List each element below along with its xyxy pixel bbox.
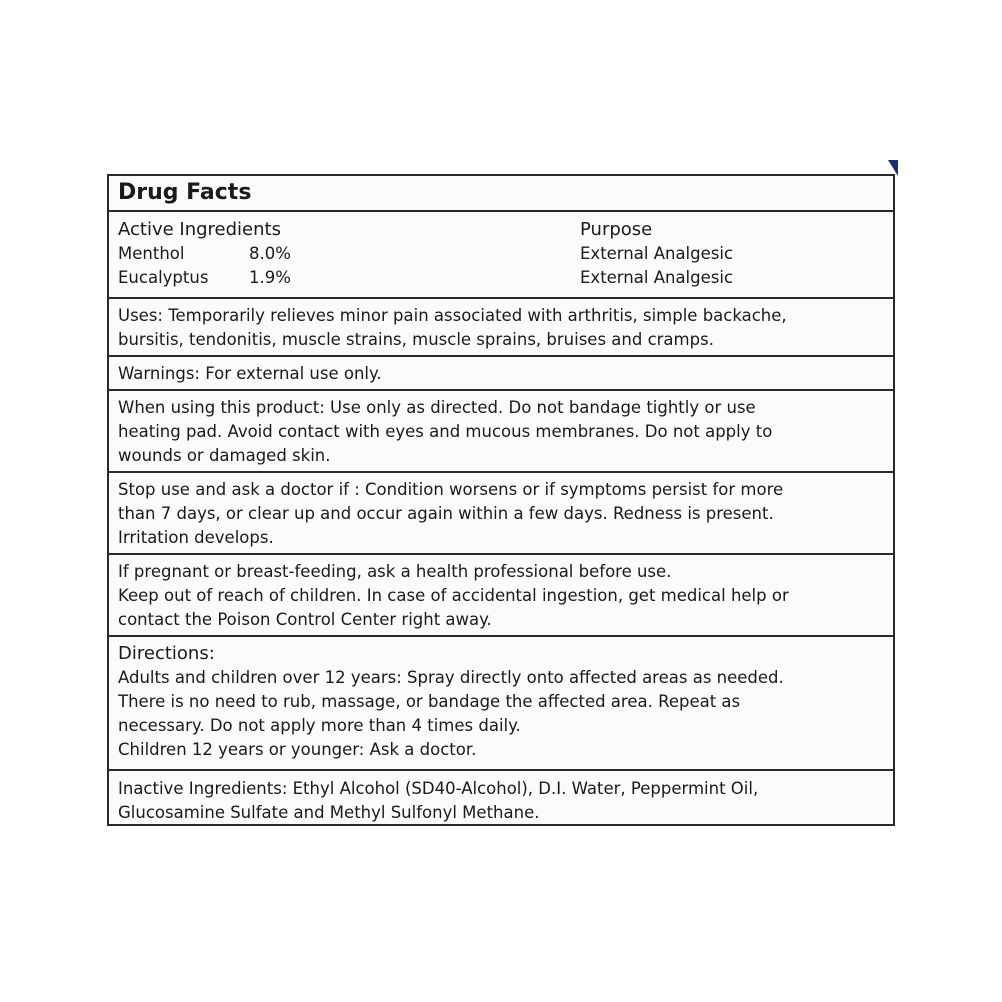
- pregnancy-line: If pregnant or breast-feeding, ask a health professional before use.: [118, 562, 672, 581]
- ingredient-name: Eucalyptus: [118, 268, 209, 287]
- drug-facts-title: Drug Facts: [118, 180, 252, 205]
- pregnancy-line: contact the Poison Control Center right away.: [118, 610, 492, 629]
- title-section: [109, 176, 893, 212]
- ingredient-row: [118, 266, 291, 290]
- when-using-section: [109, 391, 893, 473]
- directions-line: Children 12 years or younger: Ask a doctor.: [118, 740, 477, 759]
- directions-line: There is no need to rub, massage, or bandage the affected area. Repeat as: [118, 692, 741, 711]
- ingredient-purpose: External Analgesic: [580, 268, 734, 287]
- directions-line: necessary. Do not apply more than 4 times daily.: [118, 716, 521, 735]
- ingredient-amount: 8.0%: [249, 244, 291, 263]
- drug-facts-panel: [107, 174, 895, 826]
- inactive-ingredients-section: [109, 771, 893, 826]
- uses-line: bursitis, tendonitis, muscle strains, muscle sprains, bruises and cramps.: [118, 330, 714, 349]
- ingredient-purpose: External Analgesic: [580, 244, 734, 263]
- directions-heading: Directions:: [118, 643, 215, 664]
- stop-use-line: Stop use and ask a doctor if : Condition worsens or if symptoms persist for more: [118, 480, 784, 499]
- ingredient-amount: 1.9%: [249, 268, 291, 287]
- stop-use-section: [109, 473, 893, 555]
- uses-line: Uses: Temporarily relieves minor pain associated with arthritis, simple backache,: [118, 306, 787, 325]
- warnings-text: Warnings: For external use only.: [118, 364, 382, 383]
- purpose-heading: Purpose: [580, 219, 653, 240]
- ingredient-name: Menthol: [118, 244, 185, 263]
- uses-section: [109, 299, 893, 357]
- inactive-line: Inactive Ingredients: Ethyl Alcohol (SD40-Alcohol), D.I. Water, Peppermint Oil,: [118, 779, 759, 798]
- inactive-line: Glucosamine Sulfate and Methyl Sulfonyl Methane.: [118, 803, 540, 822]
- stop-use-line: than 7 days, or clear up and occur again within a few days. Redness is present.: [118, 504, 774, 523]
- active-ingredients-section: [109, 212, 893, 299]
- active-ingredients-heading: Active Ingredients: [118, 219, 281, 240]
- pregnancy-line: Keep out of reach of children. In case of accidental ingestion, get medical help or: [118, 586, 789, 605]
- warnings-section: [109, 357, 893, 391]
- directions-line: Adults and children over 12 years: Spray directly onto affected areas as needed.: [118, 668, 784, 687]
- when-using-line: When using this product: Use only as directed. Do not bandage tightly or use: [118, 398, 756, 417]
- when-using-line: heating pad. Avoid contact with eyes and mucous membranes. Do not apply to: [118, 422, 773, 441]
- stop-use-line: Irritation develops.: [118, 528, 274, 547]
- when-using-line: wounds or damaged skin.: [118, 446, 331, 465]
- ingredient-row: [118, 242, 291, 266]
- directions-section: [109, 637, 893, 771]
- pregnancy-section: [109, 555, 893, 637]
